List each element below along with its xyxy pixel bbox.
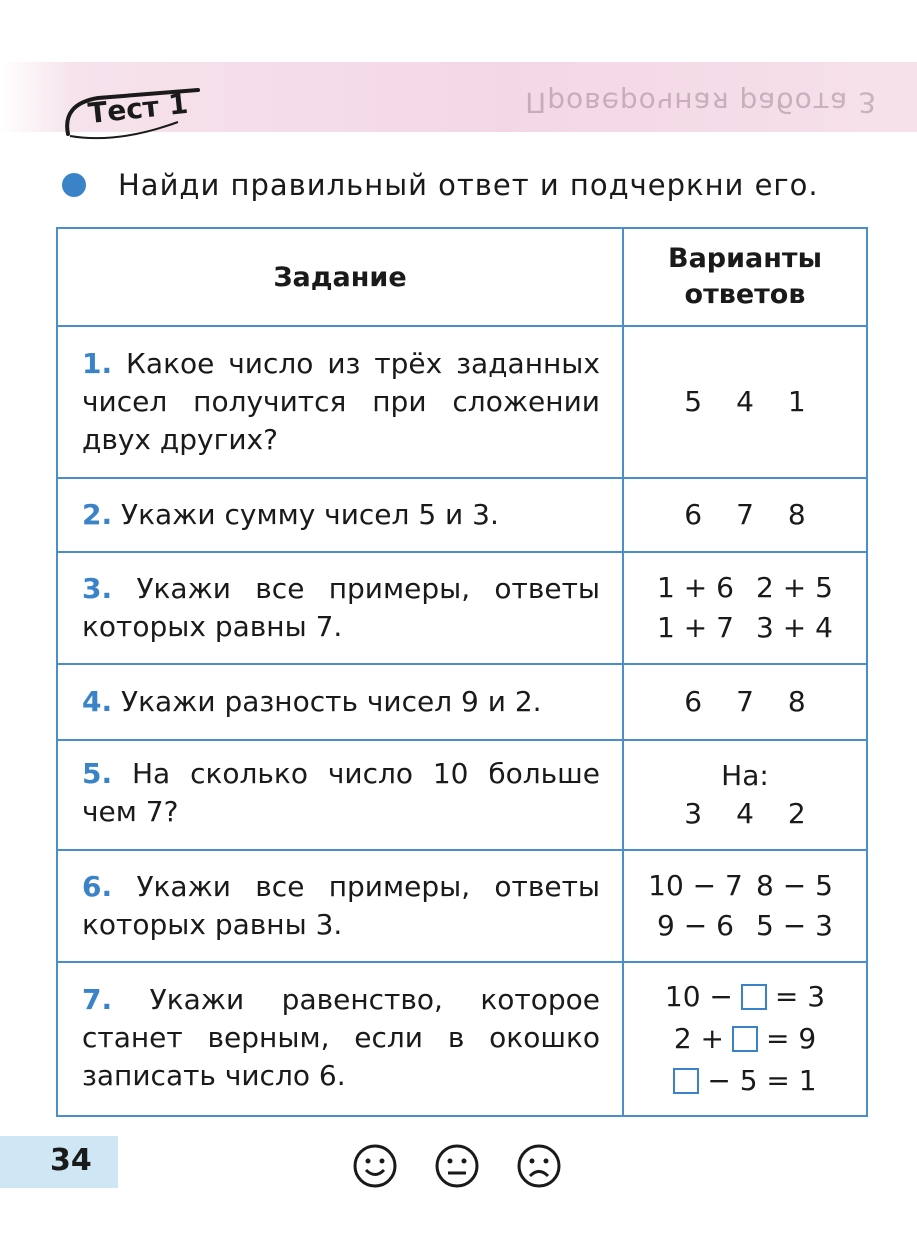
- bullet-icon: [62, 173, 86, 197]
- task-number: 3.: [82, 572, 113, 605]
- table-row: [57, 962, 867, 1116]
- bleed-through-text: Проверочная работа 3: [525, 86, 877, 119]
- answers-cell: [623, 740, 867, 850]
- task-cell: [57, 740, 623, 850]
- task-text: Укажи сумму чисел 5 и 3.: [121, 498, 499, 531]
- table-row: [57, 478, 867, 552]
- answers-cell: [623, 478, 867, 552]
- equation-option[interactable]: [624, 1060, 866, 1102]
- task-text: На сколько число 10 больше чем 7?: [82, 757, 600, 828]
- task-number: 5.: [82, 757, 113, 790]
- answer-option[interactable]: 8: [787, 685, 806, 718]
- page-number: 34: [50, 1143, 92, 1178]
- table-row: [57, 664, 867, 740]
- answer-option[interactable]: 7: [736, 685, 754, 718]
- test-title: Тест 1: [86, 86, 190, 131]
- answers-cell: [623, 962, 867, 1116]
- answer-option[interactable]: 7: [736, 498, 754, 531]
- equation-right: = 9: [766, 1022, 817, 1055]
- equation-right: = 3: [774, 980, 826, 1013]
- task-text: Какое число из трёх заданных чисел получится при сложении двух других?: [82, 347, 600, 456]
- answer-option[interactable]: 1 + 7: [657, 611, 734, 644]
- table-row: [57, 740, 867, 850]
- equation-left: 10 −: [664, 980, 733, 1013]
- self-assessment-faces: [352, 1143, 562, 1189]
- task-text: Укажи все примеры, ответы которых равны 7.: [82, 572, 601, 643]
- empty-box-icon: [732, 1026, 758, 1052]
- answer-option[interactable]: 1: [787, 385, 806, 418]
- task-text: Укажи все примеры, ответы которых равны 3.: [82, 870, 601, 941]
- empty-box-icon: [741, 984, 767, 1010]
- answer-option[interactable]: 6: [684, 685, 703, 718]
- task-cell: [57, 478, 623, 552]
- task-cell: [57, 664, 623, 740]
- answer-option[interactable]: 1 + 6: [657, 571, 734, 604]
- task-text: Укажи разность чисел 9 и 2.: [121, 685, 542, 718]
- table-row: [57, 850, 867, 962]
- header-task: Задание: [57, 228, 623, 326]
- task-text: Укажи равенство, которое станет верным, если в окошко записать число 6.: [82, 983, 600, 1092]
- task-number: 2.: [82, 498, 113, 531]
- answer-option[interactable]: 9 − 6: [657, 909, 734, 942]
- equation-option[interactable]: [624, 1018, 866, 1060]
- test-badge: [58, 84, 208, 140]
- table-row: [57, 326, 867, 478]
- table-header-row: [57, 228, 867, 326]
- task-cell: [57, 326, 623, 478]
- answer-option[interactable]: 4: [736, 385, 754, 418]
- answers-cell: [623, 552, 867, 664]
- instruction: [62, 168, 819, 202]
- answers-cell: [623, 664, 867, 740]
- equation-right: − 5 = 1: [707, 1064, 817, 1097]
- answer-option[interactable]: 4: [736, 797, 754, 830]
- answer-option[interactable]: 8 − 5: [756, 869, 833, 902]
- header-answers-line2: ответов: [684, 279, 806, 310]
- answers-cell: [623, 326, 867, 478]
- task-number: 7.: [82, 983, 113, 1016]
- answer-option[interactable]: 2 + 5: [756, 571, 833, 604]
- answer-option[interactable]: 10 − 7: [648, 869, 743, 902]
- answers-prefix: На:: [721, 759, 769, 792]
- smiley-sad-icon[interactable]: [516, 1143, 562, 1189]
- smiley-neutral-icon[interactable]: [434, 1143, 480, 1189]
- equation-option[interactable]: [624, 976, 866, 1018]
- header-answers-line1: Варианты: [668, 243, 822, 274]
- answer-option[interactable]: 3: [684, 797, 703, 830]
- task-cell: [57, 850, 623, 962]
- answer-option[interactable]: 8: [787, 498, 806, 531]
- tasks-table: [56, 227, 868, 1117]
- task-number: 1.: [82, 347, 113, 380]
- smiley-happy-icon[interactable]: [352, 1143, 398, 1189]
- task-cell: [57, 962, 623, 1116]
- answer-option[interactable]: 5: [684, 385, 703, 418]
- header-answers: [623, 228, 867, 326]
- answer-option[interactable]: 5 − 3: [756, 909, 833, 942]
- task-cell: [57, 552, 623, 664]
- task-number: 4.: [82, 685, 113, 718]
- equation-left: 2 +: [673, 1022, 724, 1055]
- instruction-text: Найди правильный ответ и подчеркни его.: [118, 168, 819, 202]
- answer-option[interactable]: 6: [684, 498, 703, 531]
- answer-option[interactable]: 2: [787, 797, 806, 830]
- empty-box-icon: [673, 1068, 699, 1094]
- answer-option[interactable]: 3 + 4: [756, 611, 833, 644]
- table-row: [57, 552, 867, 664]
- task-number: 6.: [82, 870, 113, 903]
- answers-cell: [623, 850, 867, 962]
